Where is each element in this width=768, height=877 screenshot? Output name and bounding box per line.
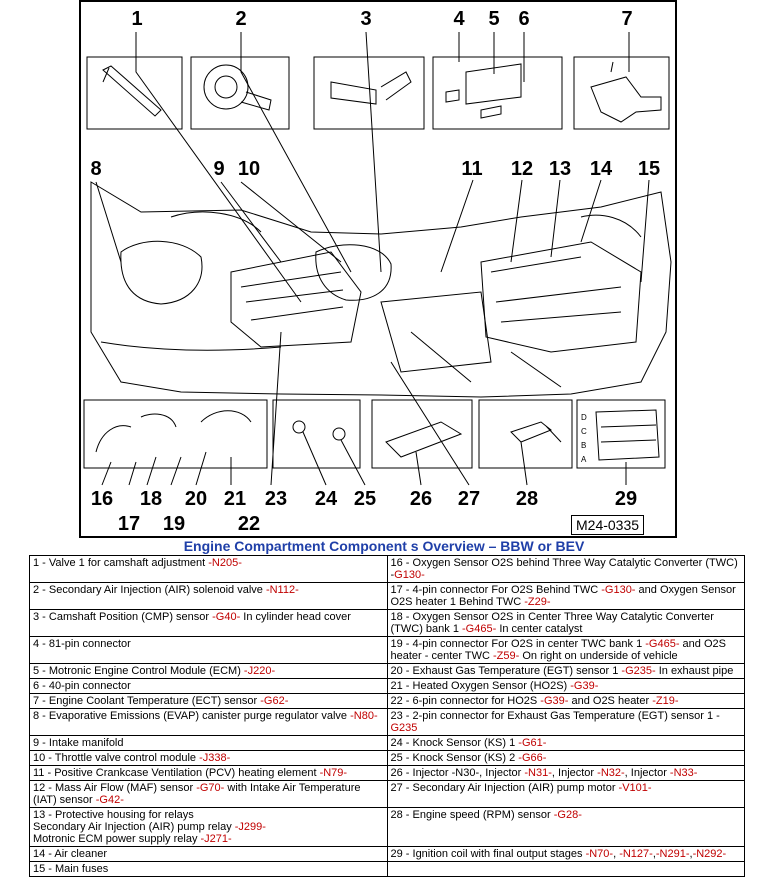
component-text: 11 - Positive Crankcase Ventilation (PCV) heating element <box>33 767 320 779</box>
legend-row <box>30 781 745 808</box>
component-code: G235 <box>390 722 418 734</box>
callout-28: 28 <box>515 488 539 510</box>
component-code: -G465- <box>645 638 680 650</box>
engine-diagram <box>79 0 677 538</box>
legend-row <box>30 610 745 637</box>
legend-cell-left <box>30 847 388 862</box>
component-text: and Oxygen Sensor O2S heater 1 Behind TWC <box>390 584 736 608</box>
callout-24: 24 <box>314 488 338 510</box>
engine-illustration <box>81 2 675 536</box>
callout-21: 21 <box>223 488 247 510</box>
legend-cell-left <box>30 751 388 766</box>
component-text: , <box>689 848 693 860</box>
legend-cell-left <box>30 736 388 751</box>
component-text: 18 - Oxygen Sensor O2S in Center Three Way Catalytic Converter (TWC) bank 1 <box>390 611 714 635</box>
component-text: In center catalyst <box>496 623 583 635</box>
legend-cell-left <box>30 808 388 847</box>
callout-5: 5 <box>488 8 500 30</box>
callout-26: 26 <box>409 488 433 510</box>
component-text: and O2S heater - center TWC <box>390 638 726 662</box>
callout-9: 9 <box>213 158 225 180</box>
legend-row <box>30 862 745 877</box>
component-code: -G130- <box>601 584 636 596</box>
legend-cell-right <box>387 736 745 751</box>
callout-4: 4 <box>453 8 465 30</box>
connector-letters <box>581 413 587 464</box>
callout-13: 13 <box>548 158 572 180</box>
callout-7: 7 <box>621 8 633 30</box>
component-text: 1 - Valve 1 for camshaft adjustment <box>33 557 209 569</box>
component-code: -N32- <box>597 767 625 779</box>
component-code: -J299- <box>234 821 266 833</box>
legend-cell-right <box>387 709 745 736</box>
component-code: -N80- <box>350 710 378 722</box>
callout-29: 29 <box>614 488 638 510</box>
component-box-1 <box>87 57 182 129</box>
callout-1: 1 <box>131 8 143 30</box>
component-code: -N33- <box>669 767 698 779</box>
legend-row <box>30 766 745 781</box>
legend-cell-right <box>387 664 745 679</box>
callout-11: 11 <box>461 158 483 180</box>
legend-cell-right <box>387 862 745 877</box>
legend-title: Engine Compartment Component s Overview – BBW or BEV <box>183 538 585 554</box>
component-text: 16 - Oxygen Sensor O2S behind Three Way Catalytic Converter (TWC) - <box>390 557 738 581</box>
component-code: -G39- <box>540 695 569 707</box>
legend-cell-right <box>387 556 745 583</box>
legend-row <box>30 751 745 766</box>
component-text: , Injector <box>624 767 670 779</box>
connector-letter-d: D <box>581 413 587 422</box>
component-text: 25 - Knock Sensor (KS) 2 <box>390 752 519 764</box>
component-text: 21 - Heated Oxygen Sensor (HO2S) <box>390 680 571 692</box>
component-text: 17 - 4-pin connector For O2S Behind TWC <box>390 584 602 596</box>
component-text: 6 - 40-pin connector <box>33 680 131 692</box>
legend-cell-right <box>387 808 745 847</box>
component-code: -J271- <box>200 833 232 845</box>
component-text: , <box>613 848 620 860</box>
component-text: 8 - Evaporative Emissions (EVAP) canister purge regulator valve <box>33 710 351 722</box>
component-text: 20 - Exhaust Gas Temperature (EGT) sensor 1 <box>390 665 622 677</box>
legend-cell-right <box>387 679 745 694</box>
legend-cell-left <box>30 781 388 808</box>
callout-14: 14 <box>589 158 613 180</box>
callout-15: 15 <box>637 158 661 180</box>
component-text: 22 - 6-pin connector for HO2S <box>390 695 541 707</box>
callout-27: 27 <box>457 488 481 510</box>
component-code: -N31- <box>524 767 552 779</box>
connector-letter-c: C <box>581 427 587 436</box>
legend-row <box>30 583 745 610</box>
legend-row <box>30 679 745 694</box>
component-code: -G66- <box>518 752 547 764</box>
legend-cell-right <box>387 583 745 610</box>
callout-3: 3 <box>360 8 372 30</box>
legend-row <box>30 808 745 847</box>
component-box-28 <box>479 400 572 468</box>
legend-row <box>30 736 745 751</box>
component-code: -N79- <box>319 767 348 779</box>
component-text: 5 - Motronic Engine Control Module (ECM) <box>33 665 244 677</box>
component-text: 2 - Secondary Air Injection (AIR) solenoid valve <box>33 584 266 596</box>
component-text: Motronic ECM power supply relay <box>33 833 201 845</box>
callout-16: 16 <box>90 488 114 510</box>
callout-19: 19 <box>162 513 186 535</box>
legend-cell-left <box>30 556 388 583</box>
component-code: -N70- <box>585 848 614 860</box>
component-text: , Injector <box>551 767 598 779</box>
legend-row <box>30 709 745 736</box>
component-text: 4 - 81-pin connector <box>33 638 131 650</box>
legend-row <box>30 694 745 709</box>
component-text: 13 - Protective housing for relays <box>33 809 194 821</box>
legend-cell-right <box>387 694 745 709</box>
component-code: -G61- <box>518 737 547 749</box>
component-text: 19 - 4-pin connector For O2S in center TWC bank 1 <box>390 638 646 650</box>
component-code: -J338- <box>199 752 231 764</box>
component-text: On right on underside of vehicle <box>519 650 678 662</box>
component-box-2 <box>191 57 289 129</box>
callout-6: 6 <box>518 8 530 30</box>
callout-10: 10 <box>237 158 261 180</box>
component-code: -J220- <box>243 665 276 677</box>
figure-code: M24-0335 <box>571 515 644 535</box>
callout-22: 22 <box>237 513 261 535</box>
component-code: G130- <box>394 569 425 581</box>
legend-cell-right <box>387 781 745 808</box>
legend-cell-left <box>30 610 388 637</box>
legend-cell-right <box>387 637 745 664</box>
component-text: In exhaust pipe <box>655 665 734 677</box>
legend-cell-right <box>387 751 745 766</box>
component-text: 10 - Throttle valve control module <box>33 752 200 764</box>
callout-20: 20 <box>184 488 208 510</box>
legend-cell-left <box>30 766 388 781</box>
component-code: -N112- <box>265 584 299 596</box>
legend-cell-right <box>387 766 745 781</box>
component-code: -N291- <box>655 848 690 860</box>
component-box-7 <box>574 57 669 129</box>
legend-cell-left <box>30 637 388 664</box>
legend-cell-right <box>387 847 745 862</box>
component-code: -G70- <box>196 782 225 794</box>
component-code: -Z59- <box>493 650 520 662</box>
component-text: 28 - Engine speed (RPM) sensor <box>390 809 554 821</box>
component-code: -G39- <box>570 680 599 692</box>
callout-12: 12 <box>510 158 534 180</box>
component-text: 14 - Air cleaner <box>33 848 107 860</box>
legend-row <box>30 556 745 583</box>
component-text: 26 - Injector -N30-, Injector <box>390 767 525 779</box>
legend-cell-left <box>30 664 388 679</box>
callout-8: 8 <box>90 158 102 180</box>
component-text: Secondary Air Injection (AIR) pump relay <box>33 821 235 833</box>
component-text: 27 - Secondary Air Injection (AIR) pump motor <box>390 782 619 794</box>
legend-row <box>30 637 745 664</box>
component-code: -N127- <box>619 848 653 860</box>
component-code: -Z29- <box>524 596 551 608</box>
component-code: -G42- <box>95 794 124 806</box>
component-text: and O2S heater <box>568 695 653 707</box>
component-code: -G235- <box>621 665 656 677</box>
component-text: 15 - Main fuses <box>33 863 109 875</box>
component-code: -G62- <box>260 695 289 707</box>
callout-18: 18 <box>139 488 163 510</box>
component-code: -V101- <box>618 782 652 794</box>
component-text: 24 - Knock Sensor (KS) 1 <box>390 737 519 749</box>
component-code: -N292- <box>692 848 727 860</box>
callout-17: 17 <box>117 513 141 535</box>
component-code: -G465- <box>462 623 497 635</box>
component-text: 23 - 2-pin connector for Exhaust Gas Temperature (EGT) sensor 1 - <box>390 710 720 722</box>
component-code: -Z19- <box>652 695 679 707</box>
component-text: 7 - Engine Coolant Temperature (ECT) sensor <box>33 695 261 707</box>
component-code: -N205- <box>208 557 242 569</box>
legend-row <box>30 847 745 862</box>
callout-2: 2 <box>235 8 247 30</box>
legend-cell-left <box>30 583 388 610</box>
legend-cell-left <box>30 679 388 694</box>
callout-25: 25 <box>353 488 377 510</box>
connector-letter-a: A <box>581 455 587 464</box>
legend-row <box>30 664 745 679</box>
component-code: -G28- <box>553 809 582 821</box>
component-text: , <box>652 848 656 860</box>
component-legend-table <box>29 555 745 877</box>
component-text: 29 - Ignition coil with final output stages <box>390 848 586 860</box>
component-text: In cylinder head cover <box>240 611 351 623</box>
component-code: -G40- <box>212 611 241 623</box>
legend-cell-left <box>30 709 388 736</box>
connector-letter-b: B <box>581 441 587 450</box>
component-box-16-22 <box>84 400 267 468</box>
legend-cell-right <box>387 610 745 637</box>
component-text: 12 - Mass Air Flow (MAF) sensor <box>33 782 197 794</box>
legend-cell-left <box>30 694 388 709</box>
callout-23: 23 <box>264 488 288 510</box>
component-text: 3 - Camshaft Position (CMP) sensor <box>33 611 213 623</box>
legend-cell-left <box>30 862 388 877</box>
component-text: 9 - Intake manifold <box>33 737 124 749</box>
component-box-24-25 <box>273 400 360 468</box>
component-text: with Intake Air Temperature (IAT) sensor <box>33 782 361 806</box>
